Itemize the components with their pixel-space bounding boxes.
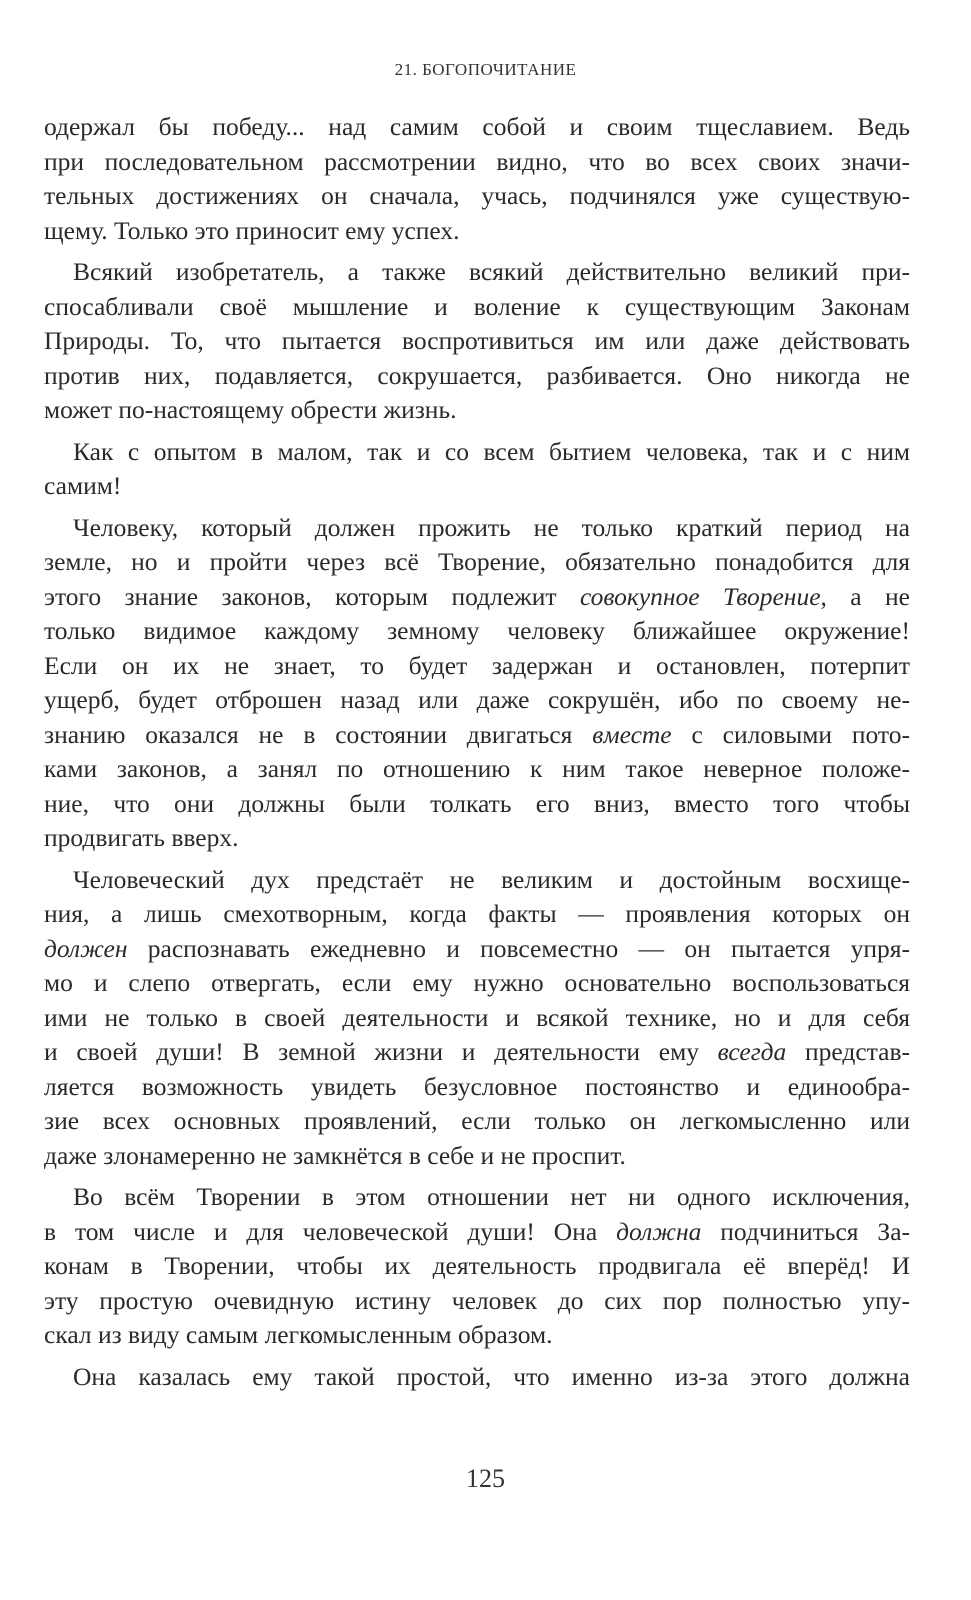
text-line	[44, 1284, 910, 1319]
text-run: Во всём Творении в этом отношении нет ни одного исключения,	[73, 1182, 910, 1211]
text-line	[44, 649, 910, 684]
text-line	[44, 435, 910, 470]
emphasis-text: вместе	[592, 719, 672, 749]
text-run: ляется возможность увидеть безусловное постоянство и единообра-	[44, 1071, 910, 1101]
text-run: Она казалась ему такой простой, что именно из-за этого должна	[73, 1361, 910, 1391]
text-line	[44, 179, 910, 214]
text-line	[44, 752, 910, 787]
text-line	[44, 1360, 910, 1395]
text-line	[44, 1070, 910, 1105]
body-text	[44, 110, 910, 1401]
text-run: ние, что они должны были толкать его вниз, вместо того чтобы	[44, 788, 910, 818]
text-run: только видимое каждому земному человеку ближайшее окружение!	[44, 616, 910, 645]
text-line	[44, 1001, 910, 1036]
text-run: земле, но и пройти через всё Творение, обязательно понадобится для	[44, 547, 910, 576]
emphasis-text: всегда	[717, 1037, 787, 1066]
text-run: против них, подавляется, сокрушается, разбивается. Оно никогда не	[44, 360, 910, 390]
text-run: даже злонамеренно не замкнётся в себе и не проспит.	[44, 1140, 626, 1170]
text-run: распознавать ежедневно и повсеместно — он пытается упря-	[127, 933, 910, 963]
text-line	[44, 1139, 910, 1174]
text-run: Если он их не знает, то будет задержан и остановлен, потерпит	[44, 650, 910, 680]
text-run: самим!	[44, 471, 122, 500]
text-run: одержал бы победу... над самим собой и своим тщеславием. Ведь	[44, 112, 910, 141]
text-run: представ-	[786, 1037, 910, 1066]
text-run: ущерб, будет отброшен назад или даже сокрушён, ибо по своему не-	[44, 685, 910, 714]
text-line	[44, 1318, 910, 1353]
text-line	[44, 1215, 910, 1250]
text-run: Всякий изобретатель, а также всякий действительно великий при-	[73, 257, 910, 286]
text-line	[44, 469, 910, 504]
paragraph	[44, 863, 910, 1174]
emphasis-text: должен	[44, 933, 128, 963]
text-line	[44, 545, 910, 580]
text-line	[44, 683, 910, 718]
text-line	[44, 145, 910, 180]
text-run: продвигать вверх.	[44, 823, 239, 852]
text-run: с силовыми пото-	[671, 719, 910, 749]
paragraph	[44, 255, 910, 428]
text-run: Человеческий дух предстаёт не великим и достойным восхище-	[73, 864, 910, 894]
text-run: эту простую очевидную истину человек до сих пор полностью упу-	[44, 1285, 910, 1315]
paragraph	[44, 1360, 910, 1395]
paragraph	[44, 435, 910, 504]
text-run: скал из виду самым легкомысленным образом.	[44, 1320, 553, 1349]
text-run: Как с опытом в малом, так и со всем бытием человека, так и с ним	[73, 436, 910, 466]
text-run: конам в Творении, чтобы их деятельность продвигала её вперёд! И	[44, 1251, 910, 1280]
emphasis-text: совокупное Творение	[579, 581, 821, 611]
text-line	[44, 324, 910, 359]
text-run: в том числе и для человеческой души! Она	[44, 1216, 617, 1246]
text-line	[44, 966, 910, 1001]
text-line	[44, 359, 910, 394]
text-line	[44, 821, 910, 856]
text-line	[44, 932, 910, 967]
text-run: ния, а лишь смехотворным, когда факты — проявления которых он	[44, 899, 910, 928]
text-run: зие всех основных проявлений, если только он легкомысленно или	[44, 1106, 910, 1135]
text-run: при последовательном рассмотрении видно, что во всех своих значи-	[44, 146, 910, 176]
text-line	[44, 214, 910, 249]
paragraph	[44, 511, 910, 856]
text-line	[44, 255, 910, 290]
text-run: тельных достижениях он сначала, учась, подчинялся уже существую-	[44, 181, 910, 210]
paragraph	[44, 1180, 910, 1353]
text-line	[44, 290, 910, 325]
text-run: , а не	[820, 581, 910, 611]
text-run: подчиниться За-	[701, 1216, 911, 1246]
text-run: этого знание законов, которым подлежит	[44, 581, 580, 611]
text-run: спосабливали своё мышление и воление к существующим Законам	[44, 291, 910, 321]
emphasis-text: должна	[616, 1216, 702, 1246]
paragraph	[44, 110, 910, 248]
text-line	[44, 393, 910, 428]
text-run: знанию оказался не в состоянии двигаться	[44, 719, 593, 749]
text-run: и своей души! В земной жизни и деятельности ему	[44, 1037, 718, 1066]
text-run: Человеку, который должен прожить не только краткий период на	[73, 512, 910, 542]
text-line	[44, 1180, 910, 1215]
text-run: мо и слепо отвергать, если ему нужно основательно воспользоваться	[44, 968, 910, 997]
text-line	[44, 511, 910, 546]
text-line	[44, 897, 910, 932]
text-line	[44, 110, 910, 145]
text-line	[44, 1249, 910, 1284]
text-line	[44, 1104, 910, 1139]
text-run: ками законов, а занял по отношению к ним такое неверное положе-	[44, 754, 910, 783]
page-number: 125	[466, 1464, 505, 1493]
running-head: 21. БОГОПОЧИТАНИЕ	[394, 60, 577, 79]
text-line	[44, 863, 910, 898]
text-line	[44, 1035, 910, 1070]
text-line	[44, 580, 910, 615]
text-line	[44, 787, 910, 822]
text-line	[44, 718, 910, 753]
text-line	[44, 614, 910, 649]
text-run: щему. Только это приносит ему успех.	[44, 215, 460, 245]
text-run: Природы. То, что пытается воспротивиться им или даже действовать	[44, 326, 910, 355]
text-run: ими не только в своей деятельности и всякой технике, но и для себя	[44, 1002, 910, 1032]
text-run: может по-настоящему обрести жизнь.	[44, 395, 457, 424]
